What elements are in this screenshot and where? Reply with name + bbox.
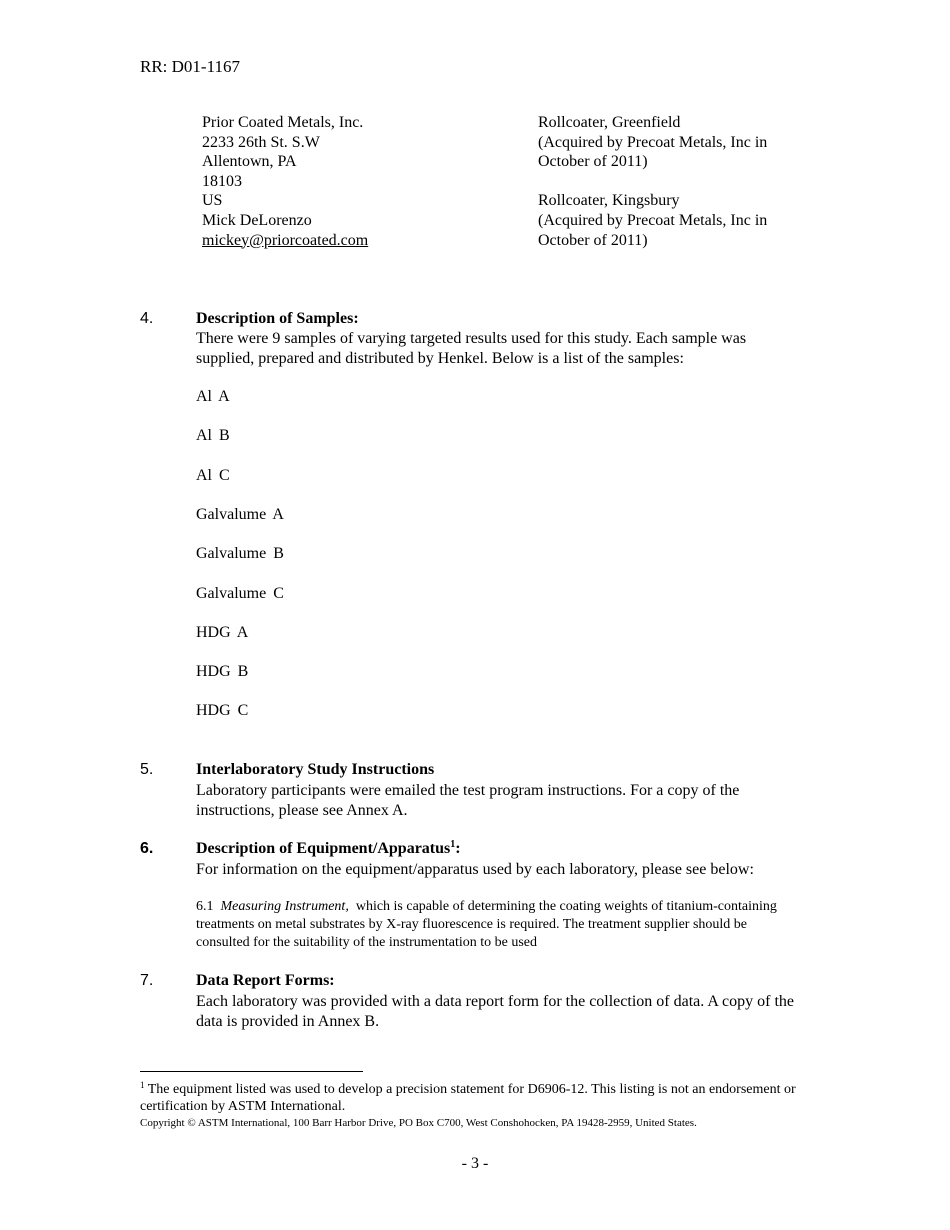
address-line: 2233 26th St. S.W: [202, 133, 320, 151]
section-6-number: 6.: [140, 840, 154, 857]
address-line: Prior Coated Metals, Inc.: [202, 114, 364, 131]
section-6-text: For information on the equipment/apparatus used by each laboratory, please see below:: [196, 861, 754, 878]
section-6-title: Description of Equipment/Apparatus$^1$:: [196, 839, 461, 857]
rollcoater-line: Rollcoater, Kingsbury: [538, 192, 680, 210]
rollcoater-line: Rollcoater, Greenfield: [538, 114, 681, 131]
footnote-divider: [140, 1071, 363, 1072]
address-right-column: [538, 113, 767, 250]
footnote-ref: 1: [450, 839, 456, 850]
sample-item: Galvalume A: [196, 506, 284, 523]
rollcoater-line: (Acquired by Precoat Metals, Inc in: [538, 211, 768, 229]
contact-name: Mick DeLorenzo: [202, 211, 312, 229]
sample-item: HDG B: [196, 663, 249, 680]
address-line: Allentown, PA: [202, 153, 297, 171]
sample-item: HDG C: [196, 702, 249, 719]
rollcoater-line: October of 2011): [538, 153, 648, 171]
section-7-text: Each laboratory was provided with a data report form for the collection of data. A copy of the data is provided in Annex B.: [196, 993, 795, 1030]
section-4-title: Description of Samples:: [196, 310, 359, 327]
section-5-title: Interlaboratory Study Instructions: [196, 761, 435, 778]
report-id-header: RR: D01-1167: [140, 57, 240, 76]
sample-item: Al B: [196, 427, 230, 444]
address-line: US: [202, 192, 223, 210]
section-5-number: 5.: [140, 761, 154, 778]
rollcoater-line: (Acquired by Precoat Metals, Inc in: [538, 133, 768, 151]
page-number: - 3 -: [461, 1155, 489, 1172]
subsection-6-1: 6.1 Measuring Instrument, which is capable of determining the coating weights of titanium-containing treatments on metal substrates by X-ray fluorescence is required. The treatment supplier should be consulted for the suitability of the instrumentation to be used: [196, 899, 777, 950]
section-4-text: There were 9 samples of varying targeted results used for this study. Each sample was supplied, prepared and distributed by Henkel. Below is a list of the samples:: [196, 330, 747, 367]
sample-item: Al A: [196, 388, 230, 405]
section-4-number: 4.: [140, 310, 154, 327]
copyright-notice: Copyright © ASTM International, 100 Barr Harbor Drive, PO Box C700, West Conshohocken, PA 19428-2959, United States.: [140, 1117, 697, 1129]
sample-item: HDG A: [196, 624, 249, 641]
rollcoater-line: October of 2011): [538, 231, 648, 249]
footnote: $^1$ The equipment listed was used to develop a precision statement for D6906-12. This listing is not an endorsement or certification by ASTM International.: [140, 1080, 796, 1114]
section-7-title: Data Report Forms:: [196, 972, 335, 989]
address-left-column: [202, 113, 368, 250]
address-line: 18103: [202, 172, 242, 190]
contact-email-link[interactable]: mickey@priorcoated.com: [202, 231, 369, 249]
section-7-number: 7.: [140, 972, 154, 989]
sample-item: Al C: [196, 467, 230, 484]
sample-item: Galvalume C: [196, 585, 284, 602]
section-5-text: Laboratory participants were emailed the test program instructions. For a copy of the instructions, please see Annex A.: [196, 782, 740, 819]
sample-item: Galvalume B: [196, 545, 284, 562]
